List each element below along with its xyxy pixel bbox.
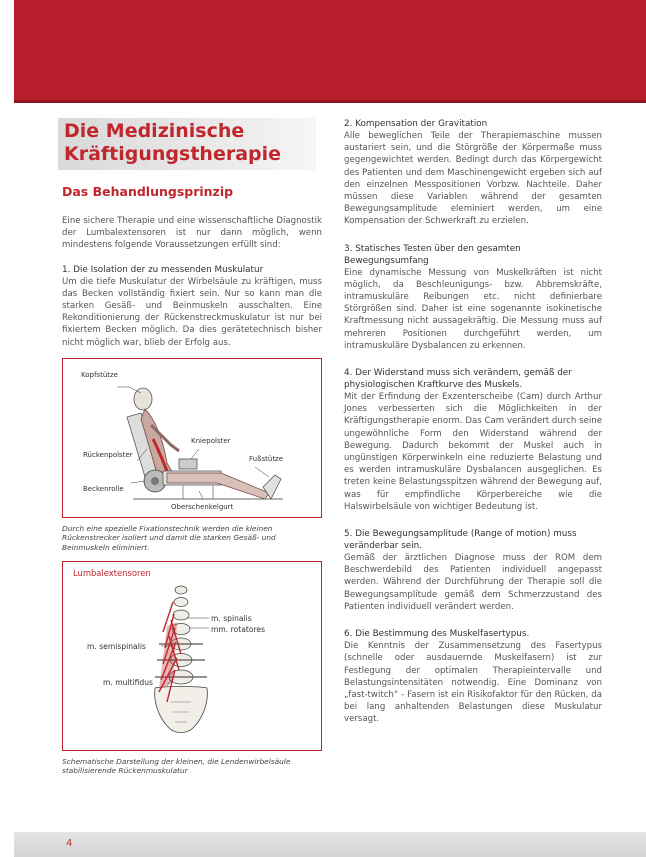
section4-heading: 4. Der Widerstand muss sich verändern, gemäß der physiologischen Kraftkurve des Muskels. [344, 368, 572, 391]
left-column [62, 118, 322, 776]
label-mm-rotatores: mm. rotatores [211, 624, 266, 634]
title-line-2: Kräftigungstherapie [64, 143, 282, 165]
section2-body: Alle beweglichen Teile der Therapiemaschine mussen austariert sein, und die Störgröße der Körpermaße muss gegengewichtet werden. Bedingt durch das Körpergewicht des Patienten und dem Maschinengewicht ergeben sich auf den einzelnen Messpositionen Vorbzw. Nachteile. Daher müssen diese Variablen während der gesamten Bewegungsamplitude eleminiert werden, um eine Kompensation der Schwerkraft zu erzielen. [344, 131, 602, 227]
label-kopfstuetze: Kopfstütze [81, 370, 118, 379]
title-block [58, 118, 316, 170]
label-m-multifidus: m. multifidus [103, 677, 154, 687]
section3 [344, 243, 602, 352]
label-rueckenpolster: Rückenpolster [83, 450, 133, 459]
section1-body: Um die tiefe Muskulatur der Wirbelsäule zu kräftigen, muss das Becken vollständig fixiert sein. Nur so kann man die starken Gesäß- und Beinmuskeln ausschalten. Eine Rekonditionierung der Rückenstreckmuskulatur ist nur bei fixiertem Becken möglich. Da dies gerätetechnisch bisher nicht möglich war, blieb der Erfolg aus. [62, 276, 322, 348]
figure1-caption: Durch eine spezielle Fixationstechnik werden die kleinen Rückenstrecker isoliert und damit die starken Gesäß- und Beinmuskeln eliminiert. [62, 523, 276, 553]
spine-illustration [63, 562, 321, 750]
section4 [344, 367, 602, 513]
figure2-title: Lumbalextensoren [73, 567, 151, 578]
figure2-caption: Schematische Darstellung der kleinen, die Lendenwirbelsäule stabilisierende Rückenmuskulatur [62, 756, 291, 776]
label-oberschenkelgurt: Oberschenkelgurt [171, 502, 234, 511]
section1-heading: 1. Die Isolation der zu messenden Muskulatur [62, 264, 264, 275]
right-column [344, 118, 602, 741]
section5-body: Gemäß der ärztlichen Diagnose muss der ROM dem Beschwerdebild des Patienten individuell angepasst werden. Während der Durchführung der Therapie soll die Bewegungsamplitude gemäß dem Schmerzzustand des Patienten individuell verändert werden. [344, 553, 602, 612]
label-kniepolster: Kniepolster [191, 436, 231, 445]
page-number: 4 [66, 838, 73, 849]
figure-fixation-machine [62, 358, 322, 518]
label-m-semispinalis: m. semispinalis [87, 641, 146, 651]
subtitle: Das Behandlungsprinzip [62, 184, 234, 199]
section6-heading: 6. Die Bestimmung des Muskelfasertypus. [344, 629, 530, 640]
section2 [344, 118, 602, 228]
intro-text: Eine sichere Therapie und eine wissenschaftliche Diagnostik der Lumbalextensoren ist nur dann möglich, wenn mindestens folgende Voraussetzungen erfüllt sind: [62, 216, 322, 251]
figure-lumbar-extensors [62, 561, 322, 751]
label-fussstuetze: Fußstütze [249, 454, 284, 463]
label-beckenrolle: Beckenrolle [83, 484, 124, 493]
section4-body: Mit der Erfindung der Exzenterscheibe (Cam) durch Arthur Jones verbesserten sich die Möglichkeiten in der Kräftigungstherapie enorm. Das Cam verändert durch seine ungewöhnliche Form den Widerstand während der Bewegung. Dadurch bekommt der Muskel auch in ungünstigen Körperwinkeln eine reduzierte Belastung und es werden intramuskuläre Dysbalancen ausgeglichen. Es treten keine Belastungsspitzen während der Bewegung auf, was für empfindliche Körperbereiche wie die Halswirbelsäule von wichtiger Bedeutung ist. [344, 392, 602, 512]
section6 [344, 628, 602, 725]
label-m-spinalis: m. spinalis [211, 613, 252, 623]
title-line-1: Die Medizinische [64, 120, 245, 142]
section3-heading: 3. Statisches Testen über den gesamten Bewegungsumfang [344, 243, 521, 266]
header-band [14, 0, 646, 103]
section5-heading: 5. Die Bewegungsamplitude (Range of motion) muss veränderbar sein. [344, 529, 577, 552]
section6-body: Die Kenntnis der Zusammensetzung des Fasertypus (schnelle oder ausdauernde Muskelfasern) ist zur Festlegung der optimalen Therapieintervalle und Belastungsintensitäten notwendig. Eine Dominanz von „fast-twitch“ - Fasern ist ein Risikofaktor für den Rücken, da bei lang anhaltenden Belastungen diese Muskulatur versagt. [344, 641, 602, 725]
section2-heading: 2. Kompensation der Gravitation [344, 119, 488, 129]
section5 [344, 528, 602, 613]
footer-band [14, 832, 646, 857]
section3-body: Eine dynamische Messung von Muskelkräften ist nicht möglich, da Beschleunigungs- bzw. Abbremskräfte, intramuskuläre Reibungen etc. nicht definierbare Störgrößen sind. Daher ist eine sogenannte isokinetische Kraftmessung nicht aussagekräftig. Die Messung muss auf mehreren Positionen durchgeführt werden, um intramuskuläre Dysbalancen zu erkennen. [344, 267, 602, 351]
page-title [64, 120, 310, 166]
